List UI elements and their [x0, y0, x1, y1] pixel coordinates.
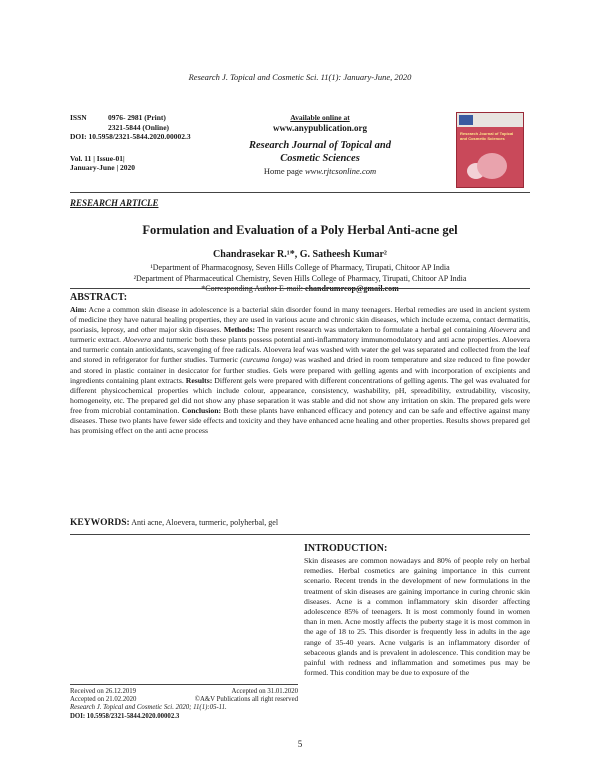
footnote-divider [70, 684, 298, 685]
journal-cover-image [456, 112, 524, 188]
keywords-divider [70, 534, 530, 535]
corresponding-prefix: *Corresponding Author E-mail: [201, 284, 304, 293]
accepted-date: Accepted on 31.01.2020 [231, 688, 298, 695]
affiliations [0, 263, 600, 295]
received-date: Received on 26.12.2019 [70, 688, 137, 695]
publisher-logo-icon [459, 115, 473, 125]
article-type: RESEARCH ARTICLE [70, 198, 159, 208]
journal-masthead [220, 113, 420, 176]
publisher-url[interactable]: www.anypublication.org [272, 123, 368, 133]
abstract-top-divider [70, 288, 530, 289]
period: January-June | 2020 [70, 163, 135, 172]
keywords [70, 518, 530, 528]
issn-label: ISSN [70, 113, 87, 122]
intro-body: Skin diseases are common nowadays and 80% of people rely on herbal remedies. Herbal cosmetics are gaining importance in this current scenario. Recent trends in the development of new formulations in the treatment of skin diseases are gaining importance in curing chronic skin diseases. Acne is a common inflammatory skin disorder affecting adolescence 85% of teenagers. It is most commonly found in women than in men. Acne mostly affects the puberty stage it is most common in the age of 18 to 25. This disorder is frequently less in adults in the age range of 35-40 years. Acne vulgaris is an inflammatory disorder of sebaceous glands and is prevalent in adolescence. This condition may be painful with redness and inflammation and sometimes pus may be formed. This condition may be due to exposure of the [304, 556, 530, 678]
copyright: ©A&V Publications all right reserved [194, 696, 298, 704]
vol-issue: Vol. 11 | Issue-01| [70, 153, 125, 163]
homepage-prefix: Home page [263, 166, 303, 176]
affiliation-1: ¹Department of Pharmacognosy, Seven Hills College of Pharmacy, Tirupati, Chitoor AP India [150, 263, 450, 272]
keywords-label: KEYWORDS: [70, 518, 130, 528]
abstract-body: Aim: Acne a common skin disease in adolescence is a bacterial skin disorder found in many teenagers. Herbal remedies are used in ancient system of medicine they have natural healing properties, they are used in various acute and chronic skin diseases, which include eczema, contact dermatitis, psoriasis, leprosy, and other major skin diseases. Methods: The present research was undertaken to formulate a herbal gel containing Aloevera and turmeric extract. Aloevera and turmeric both these plants possess potential anti-inflammatory immunomodulatory and anti acne properties. Aloevera and turmeric contain antioxidants, scavenging of free radicals. Aloevera leaf was washed with water the gel was separated and collected from the leaf and stored in refrigerator for further studies. Turmeric (curcuma longa) was washed and dried in room temperature and size reduced to fine powder and stored in plastic container in desiccator for further studies. Gels were prepared with gelling agents and with incorporation of excipients and ingredients containing plant extracts. Results: Different gels were prepared with different concentrations of gelling agents. The gel was evaluated for different physicochemical properties which include colour, appearance, consistency, washability, pH, spreadibility, extrudability, viscosity, homogeneity, etc. The prepared gel did not show any phase separation it was stable and did not show any irritation on skin. The prepared gels were free from microbial contamination. Conclusion: Both these plants have enhanced efficacy and potency and can be safe and effective against many diseases. These two plants have fewer side effects and toxicity and they have enhanced acne healing and other properties. Results shows prepared gel has promising effect on the anti acne process [70, 305, 531, 436]
running-head: Research J. Topical and Cosmetic Sci. 11(1): January-June, 2020 [188, 72, 412, 82]
header-divider [70, 192, 530, 193]
doi-line: DOI: 10.5958/2321-5844.2020.00002.3 [70, 132, 191, 141]
journal-name-line2: Cosmetic Sciences [280, 153, 360, 164]
journal-meta [70, 113, 191, 173]
footnote-doi[interactable]: DOI: 10.5958/2321-5844.2020.00002.3 [70, 712, 180, 720]
keywords-text: Anti acne, Aloevera, turmeric, polyherbal, gel [131, 518, 279, 527]
issn-print: 0976- 2981 (Print) [108, 113, 166, 122]
issn-online: 2321-5844 (Online) [108, 122, 170, 132]
abstract-section [70, 292, 530, 436]
available-online: Available online at [290, 113, 350, 122]
article-title: Formulation and Evaluation of a Poly Herbal Anti-acne gel [142, 223, 458, 237]
cover-title: Research Journal of Topical and Cosmetic Sciences [460, 131, 514, 141]
page-number: 5 [297, 739, 303, 749]
intro-heading: INTRODUCTION: [304, 543, 388, 554]
affiliation-2: ²Department of Pharmaceutical Chemistry, Seven Hills College of Pharmacy, Tirupati, Chitoor AP India [133, 273, 467, 283]
journal-name-line1: Research Journal of Topical and [249, 140, 391, 151]
corresponding-email[interactable]: chandrumrcop@gmail.com [305, 284, 399, 293]
homepage-url[interactable]: www.rjtcsonline.com [304, 166, 377, 176]
abstract-heading: ABSTRACT: [70, 292, 128, 303]
article-history [70, 688, 298, 721]
introduction-section [304, 543, 530, 678]
authors: Chandrasekar R.¹*, G. Satheesh Kumar² [213, 249, 387, 260]
accepted-date-2: Accepted on 21.02.2020 [70, 696, 137, 704]
journal-reference: Research J. Topical and Cosmetic Sci. 2020; 11(1):05-11. [70, 704, 227, 712]
